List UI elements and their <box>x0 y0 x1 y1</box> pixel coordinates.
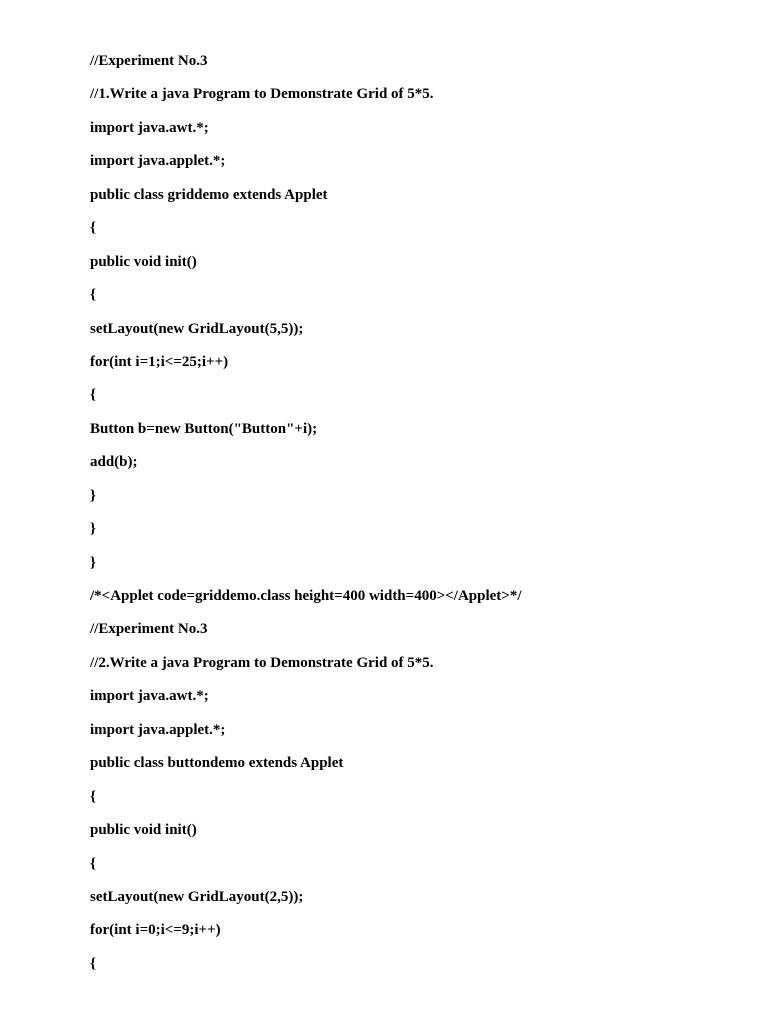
code-line: import java.awt.*; <box>90 119 209 136</box>
code-line: //1.Write a java Program to Demonstrate Grid of 5*5. <box>90 86 434 103</box>
code-line: { <box>90 287 96 304</box>
code-line: import java.awt.*; <box>90 688 209 705</box>
code-line: for(int i=0;i<=9;i++) <box>90 922 221 939</box>
code-line: public class griddemo extends Applet <box>90 186 328 203</box>
code-line: Button b=new Button("Button"+i); <box>90 420 318 437</box>
code-line: } <box>90 554 96 571</box>
code-line: { <box>90 220 96 237</box>
code-line: { <box>90 387 96 404</box>
code-line: public void init() <box>90 822 197 839</box>
code-line: { <box>90 955 96 972</box>
code-line: import java.applet.*; <box>90 153 226 170</box>
code-line: setLayout(new GridLayout(5,5)); <box>90 320 304 337</box>
code-line: } <box>90 521 96 538</box>
code-line: /*<Applet code=griddemo.class height=400 width=400></Applet>*/ <box>90 588 522 604</box>
code-line: //2.Write a java Program to Demonstrate Grid of 5*5. <box>90 654 434 671</box>
code-line: //Experiment No.3 <box>90 53 208 69</box>
code-line: import java.applet.*; <box>90 721 226 738</box>
code-line: setLayout(new GridLayout(2,5)); <box>90 888 304 905</box>
code-listing <box>90 52 522 988</box>
code-line: add(b); <box>90 454 138 471</box>
code-line: { <box>90 788 96 805</box>
code-line: } <box>90 487 96 504</box>
code-line: //Experiment No.3 <box>90 621 208 638</box>
code-line: public void init() <box>90 253 197 270</box>
code-line: { <box>90 855 96 872</box>
code-line: for(int i=1;i<=25;i++) <box>90 353 229 370</box>
code-line: public class buttondemo extends Applet <box>90 755 344 772</box>
